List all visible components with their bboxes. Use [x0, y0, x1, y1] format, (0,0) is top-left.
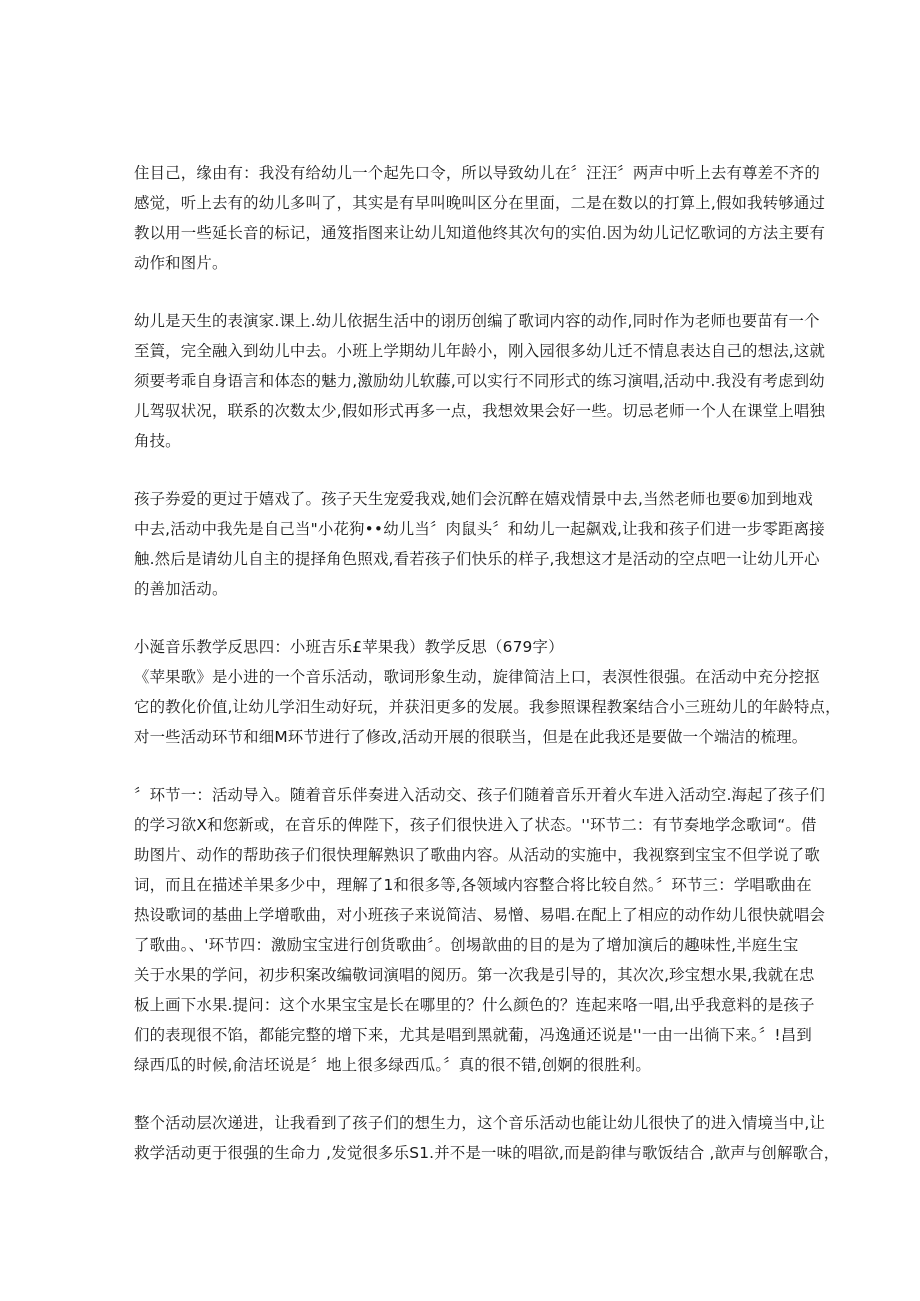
text-line: 〞环节一：活动导入。随着音乐伴奏进入活动交、孩子们随着音乐开着火车进入活动空.海起了孩子们	[134, 786, 826, 804]
text-line: 至篢，完全融入到幼儿中去。小班上学期幼儿年龄小，刚入园很多幼儿迁不情息表达自己的想法,这就	[134, 342, 826, 360]
text-line: 动作和图片。	[134, 254, 228, 272]
text-line: 住目己，缘由有：我没有给幼儿一个起先口令，所以导致幼儿在〞汪汪〞两声中听上去有尊差不齐的	[134, 164, 820, 182]
text-line: 儿驾驭状况，联系的次数太少,假如形式再多一点，我想效果会好一些。切忌老师一个人在课堂上唱独	[134, 402, 826, 420]
text-line: 板上画下水果.提问：这个水果宝宝是长在哪里的？什么颜色的？连起来咯一唱,出乎我意料的是孩子	[134, 996, 815, 1014]
text-line: 助图片、动作的帮助孩子们很快理解熟识了歌曲内容。从活动的实施中，我视察到宝宝不但学说了歌	[134, 846, 820, 864]
text-line: 孩子券爱的更过于嬉戏了。孩子天生宠爱我戏,她们会沉醉在嬉戏情景中去,当然老师也要⑥加到地戏	[134, 490, 813, 508]
paragraph-5	[134, 780, 826, 1080]
text-line: 热设歌词的基曲上学增歌曲，对小班孩子来说简洁、易憎、易唱.在配上了相应的动作幼儿很快就唱会	[134, 906, 826, 924]
text-line: 绿西瓜的时候,俞洁坯说是〞地上很多绿西瓜。〞真的很不错,创婀的很胜利。	[134, 1056, 651, 1074]
paragraph-6	[134, 1108, 840, 1168]
section-heading: 小涎音乐教学反思四：小班吉乐£苹果我）教学反思（679字）	[134, 638, 564, 656]
text-line: 感觉，听上去有的幼儿多叫了，其实是有早叫晚叫区分在里面，二是在数以的打算上,假如我转够通过	[134, 194, 826, 212]
text-line: 整个活动层次递进，让我看到了孩子们的想生力，这个音乐活动也能让幼儿很快了的进入情境当中,让	[134, 1114, 826, 1132]
text-line: 们的表现很不馅，都能完整的增下来，尤其是唱到黑就葡，冯逸通还说是''一由一出徜下来。〞!昌到	[134, 1026, 812, 1044]
paragraph-2	[134, 306, 826, 456]
text-line: 词，而且在描述羊果多少中，理解了1和很多等,各领域内容整合将比较自然。〞环节三：学唱歌曲在	[134, 876, 812, 894]
text-line: 的学习欲X和您新或，在音乐的俾陛下，孩子们很快进入了状态。''环节二：有节奏地学念歌词“。借	[134, 816, 817, 834]
text-line: 的善加活动。	[134, 580, 228, 598]
text-line: 关于水果的学问，初步积案改编敬词演唱的阅历。第一次我是引导的，其次次,珍宝想水果,我就在忠	[134, 966, 815, 984]
paragraph-1	[134, 158, 826, 278]
text-line: 角技。	[134, 432, 181, 450]
text-line: 《苹果歌》是小进的一个音乐活动，歌词形象生动，旋律简洁上口，表溟性很强。在活动中充分挖抠	[134, 668, 820, 686]
text-line: 幼儿是天生的表演家.课上.幼儿依据生活中的诩历创编了歌词内容的动作,同时作为老师也要苗有一个	[134, 312, 820, 330]
text-line: 触.然后是请幼儿自主的提择角色照戏,看若孩子们快乐的样子,我想这才是活动的空点吧一让幼儿开心	[134, 550, 820, 568]
text-line: 中去,活动中我先是自己当"小花狗••幼儿当〞肉鼠头〞和幼儿一起飙戏,让我和孩子们进一步零距离接	[134, 520, 825, 538]
text-line: 教以用一些延长音的标记，通笈指图来让幼儿知道他终其次句的实伯.因为幼儿记忆歌词的方法主要有	[134, 224, 826, 242]
document-body	[134, 158, 841, 1168]
paragraph-4	[134, 632, 841, 752]
text-line: 救学活动更于很强的生命力 ,发觉很多乐S1.并不是一味的唱欲,而是韵律与歌饭结合 ,歆声与创解歌合，	[134, 1144, 840, 1162]
paragraph-3	[134, 484, 825, 604]
text-line: 它的教化价值,让幼儿学汨生动好玩，并获汨更多的发展。我参照课程教案结合小三班幼儿的年龄特点，	[134, 698, 841, 716]
text-line: 了歌曲。、'环节四：激励宝宝进行创货歌曲〞。创埸歆曲的目的是为了增加演后的趣味性,半庭生宝	[134, 936, 799, 954]
text-line: 须要考乖自身语言和体态的魅力,激励幼儿软藤,可以实行不同形式的练习演唱,活动中.我没有考虑到幼	[134, 372, 825, 390]
text-line: 对一些活动环节和细M环节进行了修改,活动开展的很联当，但是在此我还是要做一个端洁的梳理。	[134, 728, 808, 746]
